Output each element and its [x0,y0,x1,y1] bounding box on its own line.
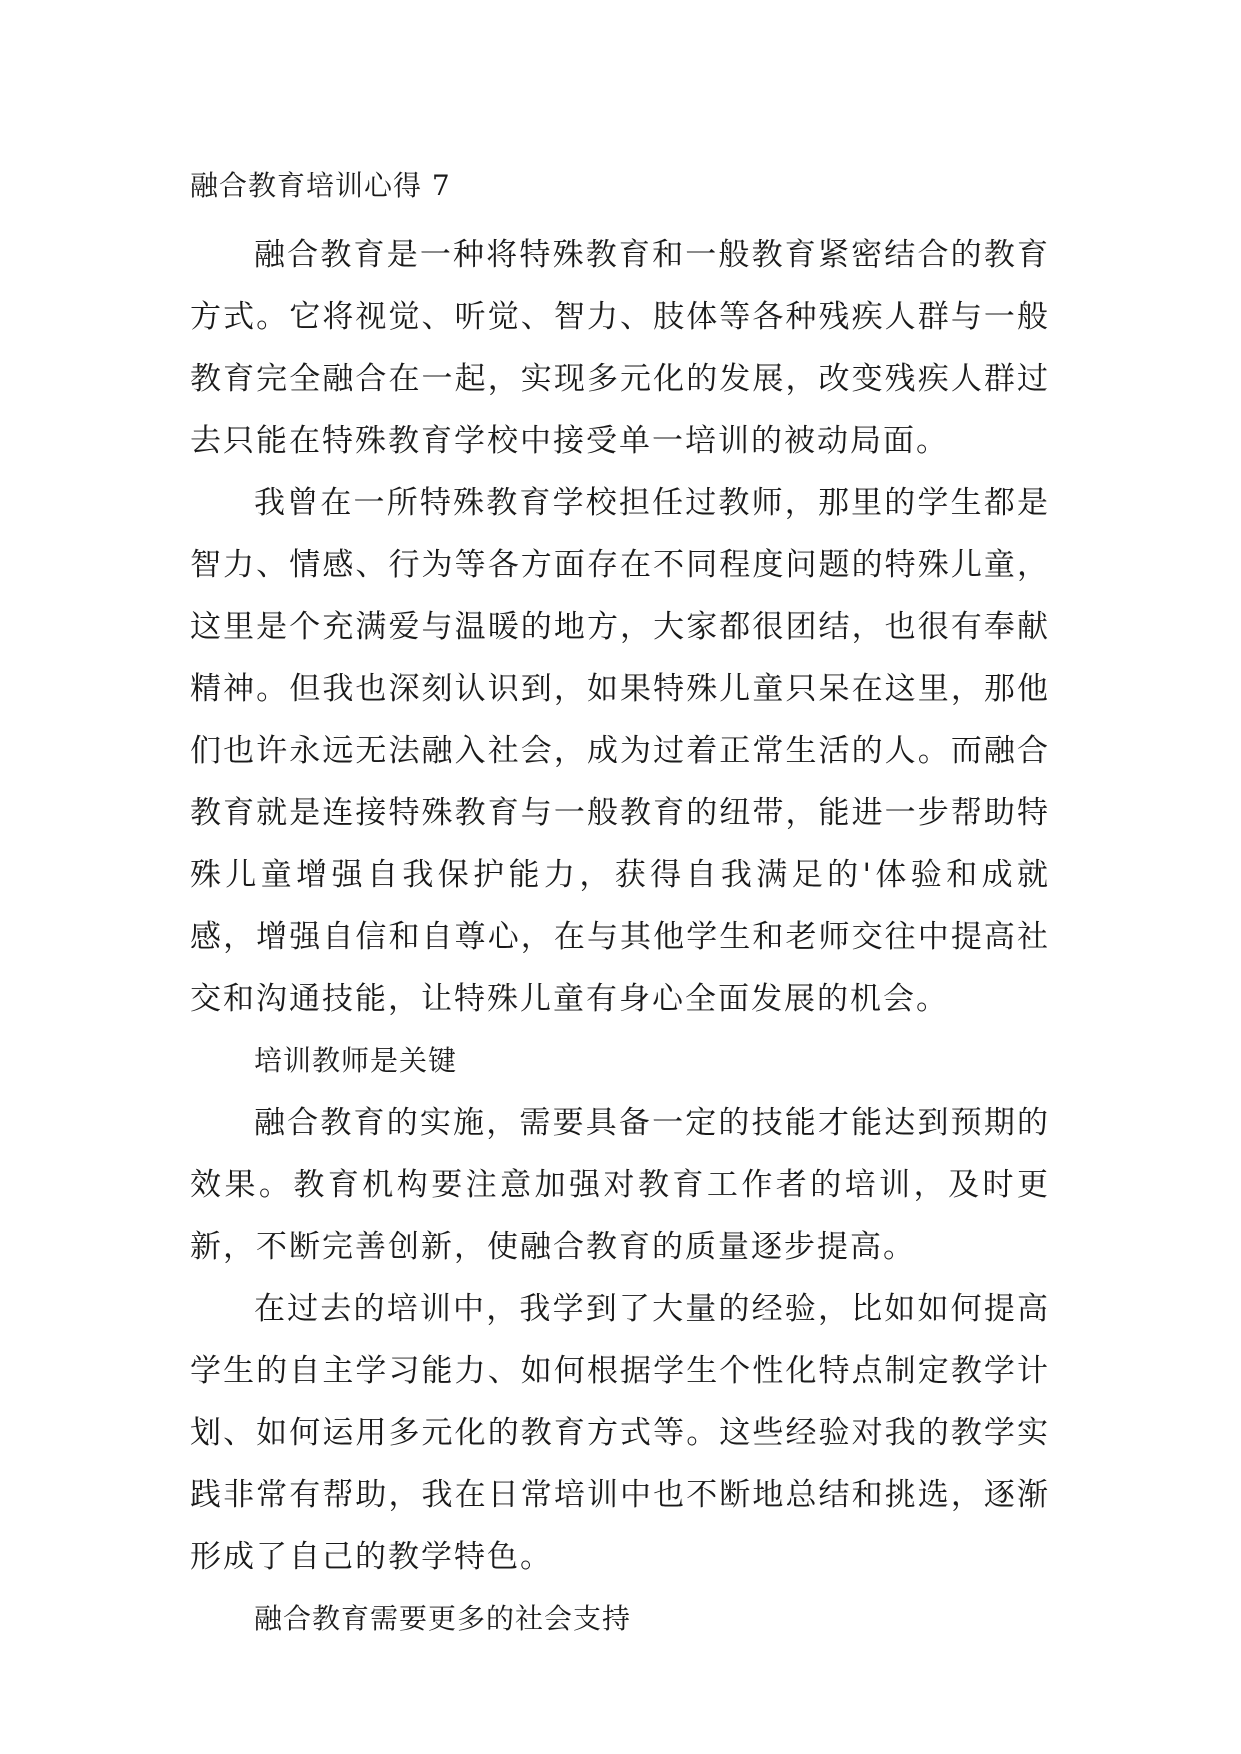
section-heading-social-support: 融合教育需要更多的社会支持 [254,1602,632,1635]
paragraph-intro: 融合教育是一种将特殊教育和一般教育紧密结合的教育方式。它将视觉、听觉、智力、肢体等各种残疾人群与一般教育完全融合在一起，实现多元化的发展，改变残疾人群过去只能在特殊教育学校中接受单一培训的被动局面。 [190,237,1050,459]
section-heading-teacher-training: 培训教师是关键 [254,1044,458,1077]
paragraph-implementation: 融合教育的实施，需要具备一定的技能才能达到预期的效果。教育机构要注意加强对教育工作者的培训，及时更新，不断完善创新，使融合教育的质量逐步提高。 [190,1105,1050,1265]
paragraph-experience: 我曾在一所特殊教育学校担任过教师，那里的学生都是智力、情感、行为等各方面存在不同程度问题的特殊儿童，这里是个充满爱与温暖的地方，大家都很团结，也很有奉献精神。但我也深刻认识到，如果特殊儿童只呆在这里，那他们也许永远无法融入社会，成为过着正常生活的人。而融合教育就是连接特殊教育与一般教育的纽带，能进一步帮助特殊儿童增强自我保护能力，获得自我满足的'体验和成就感，增强自信和自尊心，在与其他学生和老师交往中提高社交和沟通技能，让特殊儿童有身心全面发展的机会。 [190,485,1050,1017]
paragraph-past-training: 在过去的培训中，我学到了大量的经验，比如如何提高学生的自主学习能力、如何根据学生个性化特点制定教学计划、如何运用多元化的教育方式等。这些经验对我的教学实践非常有帮助，我在日常培训中也不断地总结和挑选，逐渐形成了自己的教学特色。 [190,1291,1050,1575]
document-body [190,158,1050,1650]
document-title: 融合教育培训心得 7 [190,169,451,202]
